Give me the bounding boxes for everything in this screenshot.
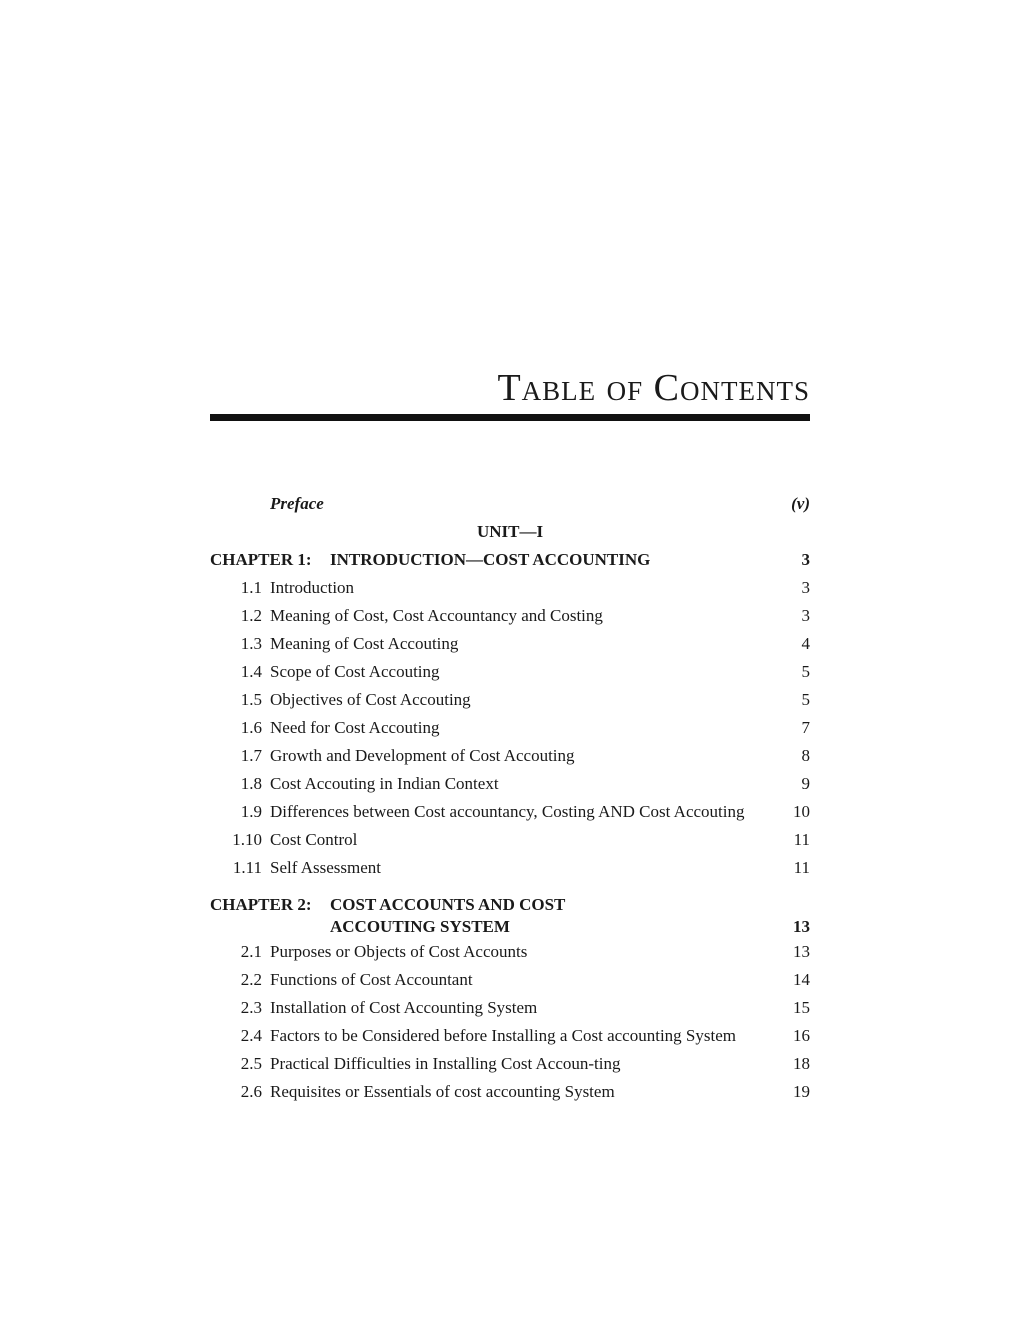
entry-number: 2.2 [240, 970, 262, 989]
table-of-contents [210, 490, 810, 1106]
entry-page: 10 [793, 802, 810, 821]
entry-number: 1.2 [240, 606, 262, 625]
toc-entry[interactable] [210, 574, 810, 602]
entry-number: 2.6 [240, 1082, 262, 1101]
toc-entry[interactable] [210, 854, 810, 882]
toc-entry[interactable] [210, 686, 810, 714]
entry-page: 16 [793, 1026, 810, 1045]
entry-page: 3 [801, 606, 810, 625]
entry-title: Meaning of Cost, Cost Accountancy and Costing [270, 606, 603, 625]
entry-title: Objectives of Cost Accouting [270, 690, 471, 709]
entry-number: 2.3 [240, 998, 262, 1017]
toc-entry[interactable] [210, 658, 810, 686]
entry-number: 2.1 [240, 942, 262, 961]
entry-page: 11 [793, 830, 810, 849]
entry-title: Functions of Cost Accountant [270, 970, 473, 989]
entry-number: 1.1 [240, 578, 262, 597]
entry-page: 7 [801, 718, 810, 737]
entry-page: 15 [793, 998, 810, 1017]
chapter-page: 13 [793, 917, 810, 936]
entry-title: Requisites or Essentials of cost accounting System [270, 1082, 615, 1101]
chapter-title: COST ACCOUNTS AND COST [330, 895, 566, 914]
toc-entry[interactable] [210, 770, 810, 798]
toc-chapter-2[interactable] [210, 894, 810, 916]
entry-title: Practical Difficulties in Installing Cost Accoun-ting [270, 1054, 621, 1073]
chapter-title: INTRODUCTION—COST ACCOUNTING [330, 550, 651, 569]
entry-page: 18 [793, 1054, 810, 1073]
entry-page: 19 [793, 1082, 810, 1101]
entry-title: Scope of Cost Accouting [270, 662, 440, 681]
toc-entry[interactable] [210, 938, 810, 966]
entry-page: 9 [801, 774, 810, 793]
entry-number: 1.11 [232, 858, 262, 877]
toc-chapter-1[interactable] [210, 546, 810, 574]
entry-title: Growth and Development of Cost Accouting [270, 746, 575, 765]
title-rule [210, 414, 810, 421]
toc-entry[interactable] [210, 630, 810, 658]
toc-entry[interactable] [210, 1078, 810, 1106]
toc-entry[interactable] [210, 602, 810, 630]
entry-title: Self Assessment [270, 858, 381, 877]
chapter-title-continued: ACCOUTING SYSTEM [330, 917, 510, 936]
entry-number: 1.9 [240, 802, 262, 821]
entry-page: 3 [801, 578, 810, 597]
toc-entry[interactable] [210, 1022, 810, 1050]
entry-page: 5 [801, 662, 810, 681]
toc-entry[interactable] [210, 714, 810, 742]
entry-title: Cost Accouting in Indian Context [270, 774, 499, 793]
entry-page: 13 [793, 942, 810, 961]
entry-title: Cost Control [270, 830, 358, 849]
entry-number: 1.7 [240, 746, 262, 765]
entry-page: 14 [793, 970, 810, 989]
entry-title: Need for Cost Accouting [270, 718, 440, 737]
entry-number: 2.5 [240, 1054, 262, 1073]
entry-title: Introduction [270, 578, 355, 597]
page-title: Table of Contents [497, 367, 810, 409]
toc-entry[interactable] [210, 966, 810, 994]
entry-title: Installation of Cost Accounting System [270, 998, 538, 1017]
entry-page: (v) [791, 494, 810, 513]
entry-number: 1.6 [240, 718, 262, 737]
entry-title: Purposes or Objects of Cost Accounts [270, 942, 528, 961]
entry-number: 1.8 [240, 774, 262, 793]
entry-title: Differences between Cost accountancy, Costing AND Cost Accouting [270, 802, 745, 821]
entry-title: Preface [270, 494, 324, 513]
unit-heading: UNIT—I [476, 522, 544, 541]
entry-number: 2.4 [240, 1026, 262, 1045]
entry-page: 11 [793, 858, 810, 877]
entry-title: Meaning of Cost Accouting [270, 634, 459, 653]
entry-number: 1.10 [232, 830, 262, 849]
toc-chapter-2-continued[interactable] [210, 916, 810, 938]
toc-entry[interactable] [210, 742, 810, 770]
entry-page: 8 [801, 746, 810, 765]
entry-page: 5 [801, 690, 810, 709]
toc-entry[interactable] [210, 1050, 810, 1078]
toc-entry[interactable] [210, 826, 810, 854]
entry-number: 1.3 [240, 634, 262, 653]
chapter-page: 3 [801, 550, 810, 569]
toc-entry[interactable] [210, 798, 810, 826]
entry-number: 1.5 [240, 690, 262, 709]
entry-page: 4 [801, 634, 810, 653]
toc-entry[interactable] [210, 994, 810, 1022]
chapter-label: CHAPTER 1: [210, 550, 312, 569]
toc-entry-preface[interactable] [210, 490, 810, 518]
entry-title: Factors to be Considered before Installing a Cost accounting System [270, 1026, 736, 1045]
chapter-label: CHAPTER 2: [210, 895, 312, 914]
entry-number: 1.4 [240, 662, 262, 681]
